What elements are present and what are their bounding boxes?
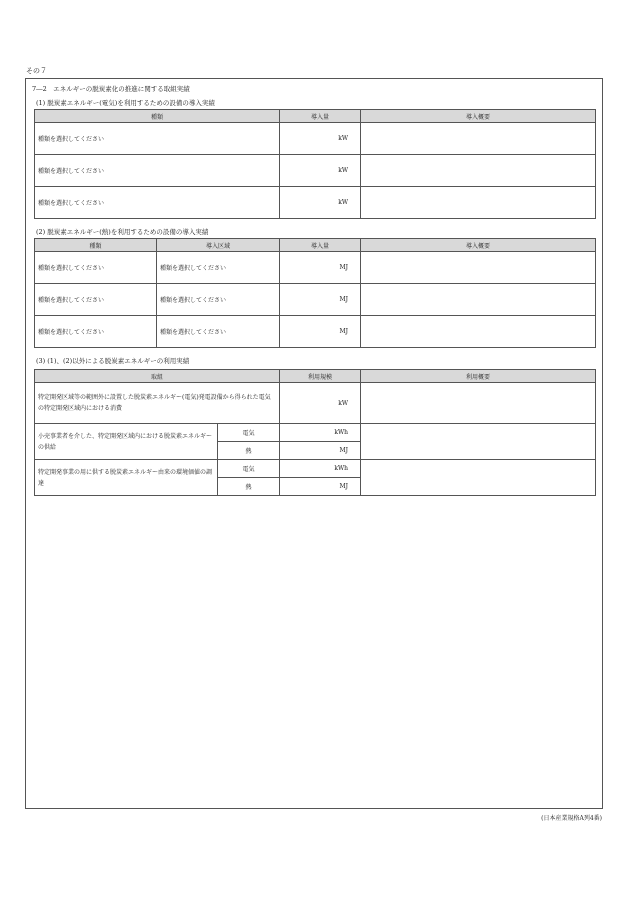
amount-field[interactable]: MJ <box>280 252 361 284</box>
header-scale: 利用規模 <box>280 370 361 383</box>
summary-field[interactable] <box>361 284 596 316</box>
header-type: 種類 <box>35 239 157 252</box>
table-row <box>35 123 596 155</box>
paper-size-note: (日本産業規格A列4番) <box>541 815 602 822</box>
area-select[interactable]: 種類を選択してください <box>157 316 280 348</box>
summary-field[interactable] <box>361 460 596 496</box>
table2-header-row <box>35 239 596 252</box>
summary-field[interactable] <box>361 123 596 155</box>
sub-label-electricity: 電気 <box>218 460 280 478</box>
amount-field[interactable]: kW <box>280 187 361 219</box>
table1 <box>34 109 596 219</box>
table-row <box>35 460 596 478</box>
table1-caption: (1) 脱炭素エネルギー(電気)を利用するための設備の導入実績 <box>36 99 215 107</box>
sub-label-electricity: 電気 <box>218 424 280 442</box>
amount-field[interactable]: MJ <box>280 284 361 316</box>
table-row <box>35 383 596 424</box>
sub-label-heat: 熱 <box>218 442 280 460</box>
type-select[interactable]: 種類を選択してください <box>35 155 280 187</box>
table-row <box>35 316 596 348</box>
header-summary: 導入概要 <box>361 110 596 123</box>
scale-field[interactable]: MJ <box>280 478 361 496</box>
table2-caption: (2) 脱炭素エネルギー(熱)を利用するための設備の導入実績 <box>36 228 209 236</box>
type-select[interactable]: 種類を選択してください <box>35 123 280 155</box>
summary-field[interactable] <box>361 252 596 284</box>
header-amount: 導入量 <box>280 239 361 252</box>
table3-header-row <box>35 370 596 383</box>
summary-field[interactable] <box>361 187 596 219</box>
type-select[interactable]: 種類を選択してください <box>35 187 280 219</box>
area-select[interactable]: 種類を選択してください <box>157 252 280 284</box>
header-initiative: 取組 <box>35 370 280 383</box>
type-select[interactable]: 種類を選択してください <box>35 284 157 316</box>
table-row <box>35 252 596 284</box>
summary-field[interactable] <box>361 316 596 348</box>
summary-field[interactable] <box>361 383 596 424</box>
amount-field[interactable]: MJ <box>280 316 361 348</box>
table3 <box>34 369 596 496</box>
area-select[interactable]: 種類を選択してください <box>157 284 280 316</box>
initiative-label: 特定開発区域等の範囲外に設置した脱炭素エネルギー(電気)発電設備から得られた電気の特定開発区域内における消費 <box>35 383 280 424</box>
table2 <box>34 238 596 348</box>
page-label: その７ <box>26 67 47 75</box>
header-summary: 利用概要 <box>361 370 596 383</box>
table-row <box>35 284 596 316</box>
header-summary: 導入概要 <box>361 239 596 252</box>
table1-header-row <box>35 110 596 123</box>
section-title: 7―2 エネルギーの脱炭素化の推進に関する取組実績 <box>32 85 190 93</box>
scale-field[interactable]: kWh <box>280 460 361 478</box>
table-row <box>35 187 596 219</box>
type-select[interactable]: 種類を選択してください <box>35 316 157 348</box>
scale-field[interactable]: kW <box>280 383 361 424</box>
amount-field[interactable]: kW <box>280 123 361 155</box>
initiative-label: 特定開発事業の用に供する脱炭素エネルギー由来の環境価値の調達 <box>35 460 218 496</box>
scale-field[interactable]: MJ <box>280 442 361 460</box>
table-row <box>35 155 596 187</box>
header-area: 導入区域 <box>157 239 280 252</box>
table-row <box>35 424 596 442</box>
amount-field[interactable]: kW <box>280 155 361 187</box>
initiative-label: 小売事業者を介した、特定開発区域内における脱炭素エネルギーの供給 <box>35 424 218 460</box>
table3-caption: (3) (1)、(2)以外による脱炭素エネルギーの利用実績 <box>36 357 190 365</box>
scale-field[interactable]: kWh <box>280 424 361 442</box>
header-type: 種類 <box>35 110 280 123</box>
sub-label-heat: 熱 <box>218 478 280 496</box>
header-amount: 導入量 <box>280 110 361 123</box>
summary-field[interactable] <box>361 424 596 460</box>
type-select[interactable]: 種類を選択してください <box>35 252 157 284</box>
summary-field[interactable] <box>361 155 596 187</box>
